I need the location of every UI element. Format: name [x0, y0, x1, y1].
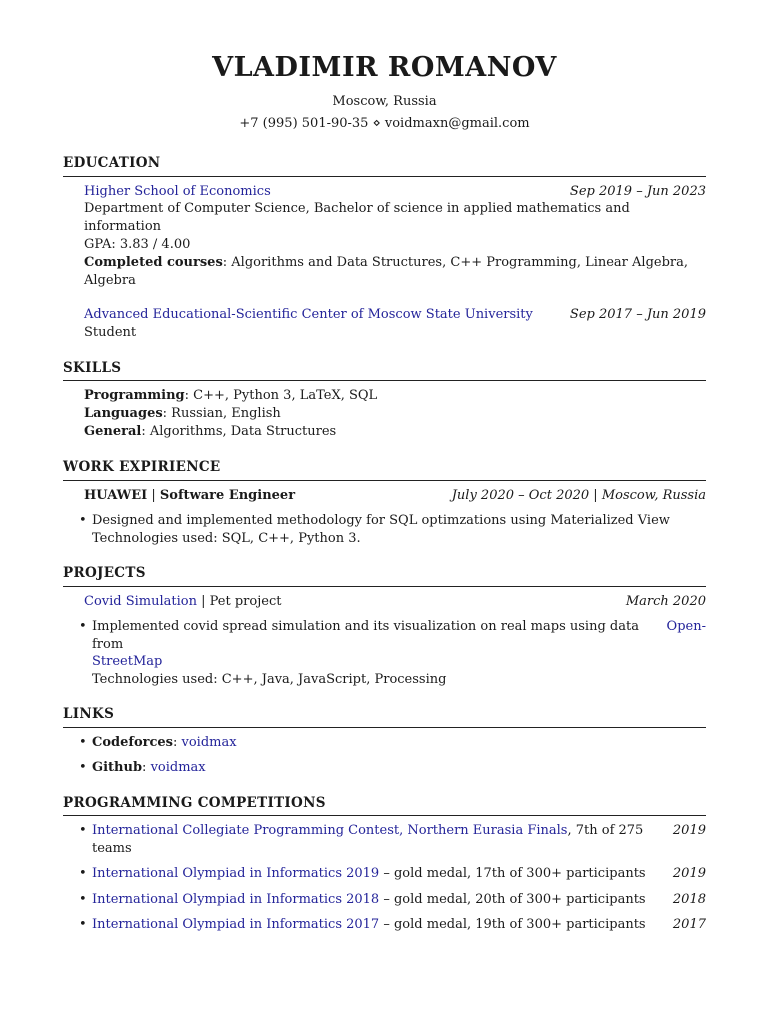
education-gpa: GPA: 3.83 / 4.00: [84, 237, 191, 252]
skills-list: [63, 381, 706, 441]
list-item: [63, 865, 706, 883]
education-courses: [84, 254, 706, 290]
links-list: [63, 728, 706, 777]
competition-year: 2019: [672, 823, 706, 838]
pipe-separator: |: [196, 593, 210, 609]
skill-label: General: [84, 424, 142, 439]
company: HUAWEI: [84, 487, 148, 503]
list-item: [63, 734, 706, 752]
codeforces-link[interactable]: voidmax: [181, 734, 237, 750]
education-entry: [63, 177, 706, 342]
skill-label: Languages: [84, 406, 163, 421]
work-bullets: [63, 512, 706, 547]
school-link[interactable]: Higher School of Economics: [84, 183, 271, 199]
courses-list: : Algorithms and Data Structures, C++ Programming, Linear Algebra, Algebra: [84, 255, 689, 288]
project-entry: [63, 587, 706, 689]
osm-link-continued[interactable]: StreetMap: [92, 654, 163, 669]
competitions-section: [63, 795, 706, 934]
work-meta: [452, 487, 706, 505]
pipe-separator: |: [147, 487, 160, 503]
section-title: LINKS: [63, 706, 706, 728]
bullet-text: [92, 618, 706, 653]
competition-year: 2019: [672, 866, 706, 881]
link-label: Codeforces: [92, 734, 173, 750]
section-title: PROGRAMMING COMPETITIONS: [63, 795, 706, 817]
resume-page: [63, 0, 706, 934]
skill-row: [84, 405, 706, 423]
competition-link[interactable]: International Olympiad in Informatics 2017: [92, 917, 380, 932]
contact-block: [63, 91, 706, 135]
work-section: [63, 459, 706, 547]
osm-link[interactable]: Open-: [666, 619, 706, 634]
section-title: PROJECTS: [63, 565, 706, 587]
competition-result: – gold medal, 19th of 300+ participants: [379, 917, 646, 932]
pipe-separator: |: [589, 487, 602, 503]
list-item: [63, 618, 706, 688]
project-bullets: [63, 618, 706, 688]
courses-label: Completed courses: [84, 255, 223, 270]
education-section: [63, 155, 706, 342]
project-dates: March 2020: [625, 593, 706, 609]
education-dates: Sep 2017 – Jun 2019: [569, 307, 706, 322]
section-title: SKILLS: [63, 360, 706, 382]
education-role: Student: [84, 324, 137, 340]
section-title: EDUCATION: [63, 155, 706, 177]
list-item: [63, 822, 706, 857]
list-item: [63, 891, 706, 909]
diamond-separator-icon: ⋄: [372, 116, 381, 131]
skill-value: : Russian, English: [162, 406, 281, 421]
education-dept: Department of Computer Science, Bachelor of science in applied mathematics and information: [84, 201, 630, 234]
candidate-name: VLADIMIR ROMANOV: [212, 52, 557, 83]
tech-text: Technologies used: C++, Java, JavaScript, Processing: [92, 671, 447, 687]
bullet-body: • Implemented covid spread simulation and its visualization on real maps using data from: [92, 619, 639, 652]
project-kind: Pet project: [209, 593, 282, 609]
competition-link[interactable]: International Olympiad in Informatics 2018: [92, 891, 380, 907]
competition-year: 2018: [672, 891, 706, 907]
skill-value: : C++, Python 3, LaTeX, SQL: [184, 388, 378, 403]
github-link[interactable]: voidmax: [150, 760, 206, 775]
colon: :: [173, 734, 182, 750]
competition-year: 2017: [672, 917, 706, 932]
colon: :: [142, 760, 151, 775]
projects-section: [63, 565, 706, 688]
work-dates: July 2020 – Oct 2020: [451, 487, 590, 503]
position: Software Engineer: [159, 487, 296, 503]
skill-row: [84, 423, 706, 441]
list-item: [63, 512, 706, 547]
education-dates: Sep 2019 – Jun 2023: [569, 183, 706, 199]
competition-link[interactable]: International Collegiate Programming Contest, Northern Eurasia Finals: [92, 823, 568, 838]
links-section: [63, 706, 706, 777]
phone: +7 (995) 501-90-35: [239, 116, 369, 131]
competition-result: – gold medal, 20th of 300+ participants: [379, 891, 646, 907]
project-link[interactable]: Covid Simulation: [84, 593, 197, 609]
skill-value: : Algorithms, Data Structures: [141, 424, 337, 439]
contact-line: [63, 113, 706, 135]
project-heading: [84, 593, 281, 611]
competitions-list: [63, 816, 706, 934]
link-label: Github: [92, 760, 143, 775]
bullet-text: • Designed and implemented methodology for SQL optimzations using Materialized View: [92, 513, 670, 528]
email[interactable]: voidmaxn@gmail.com: [384, 116, 530, 131]
work-entry: [63, 481, 706, 548]
school-link[interactable]: Advanced Educational-Scientific Center of Moscow State University: [84, 307, 533, 322]
competition-link[interactable]: International Olympiad in Informatics 2019: [92, 866, 380, 881]
skill-row: [84, 387, 706, 405]
skill-label: Programming: [84, 388, 185, 403]
competition-result: , 7th of 275 teams: [92, 823, 644, 856]
section-title: WORK EXPIRIENCE: [63, 459, 706, 481]
work-location: Moscow, Russia: [601, 487, 706, 503]
tech-text: Technologies used: SQL, C++, Python 3.: [92, 530, 361, 546]
location: Moscow, Russia: [332, 94, 437, 109]
list-item: [63, 916, 706, 934]
work-heading: [84, 487, 295, 505]
competition-result: – gold medal, 17th of 300+ participants: [379, 866, 646, 881]
list-item: [63, 759, 706, 777]
skills-section: [63, 360, 706, 442]
